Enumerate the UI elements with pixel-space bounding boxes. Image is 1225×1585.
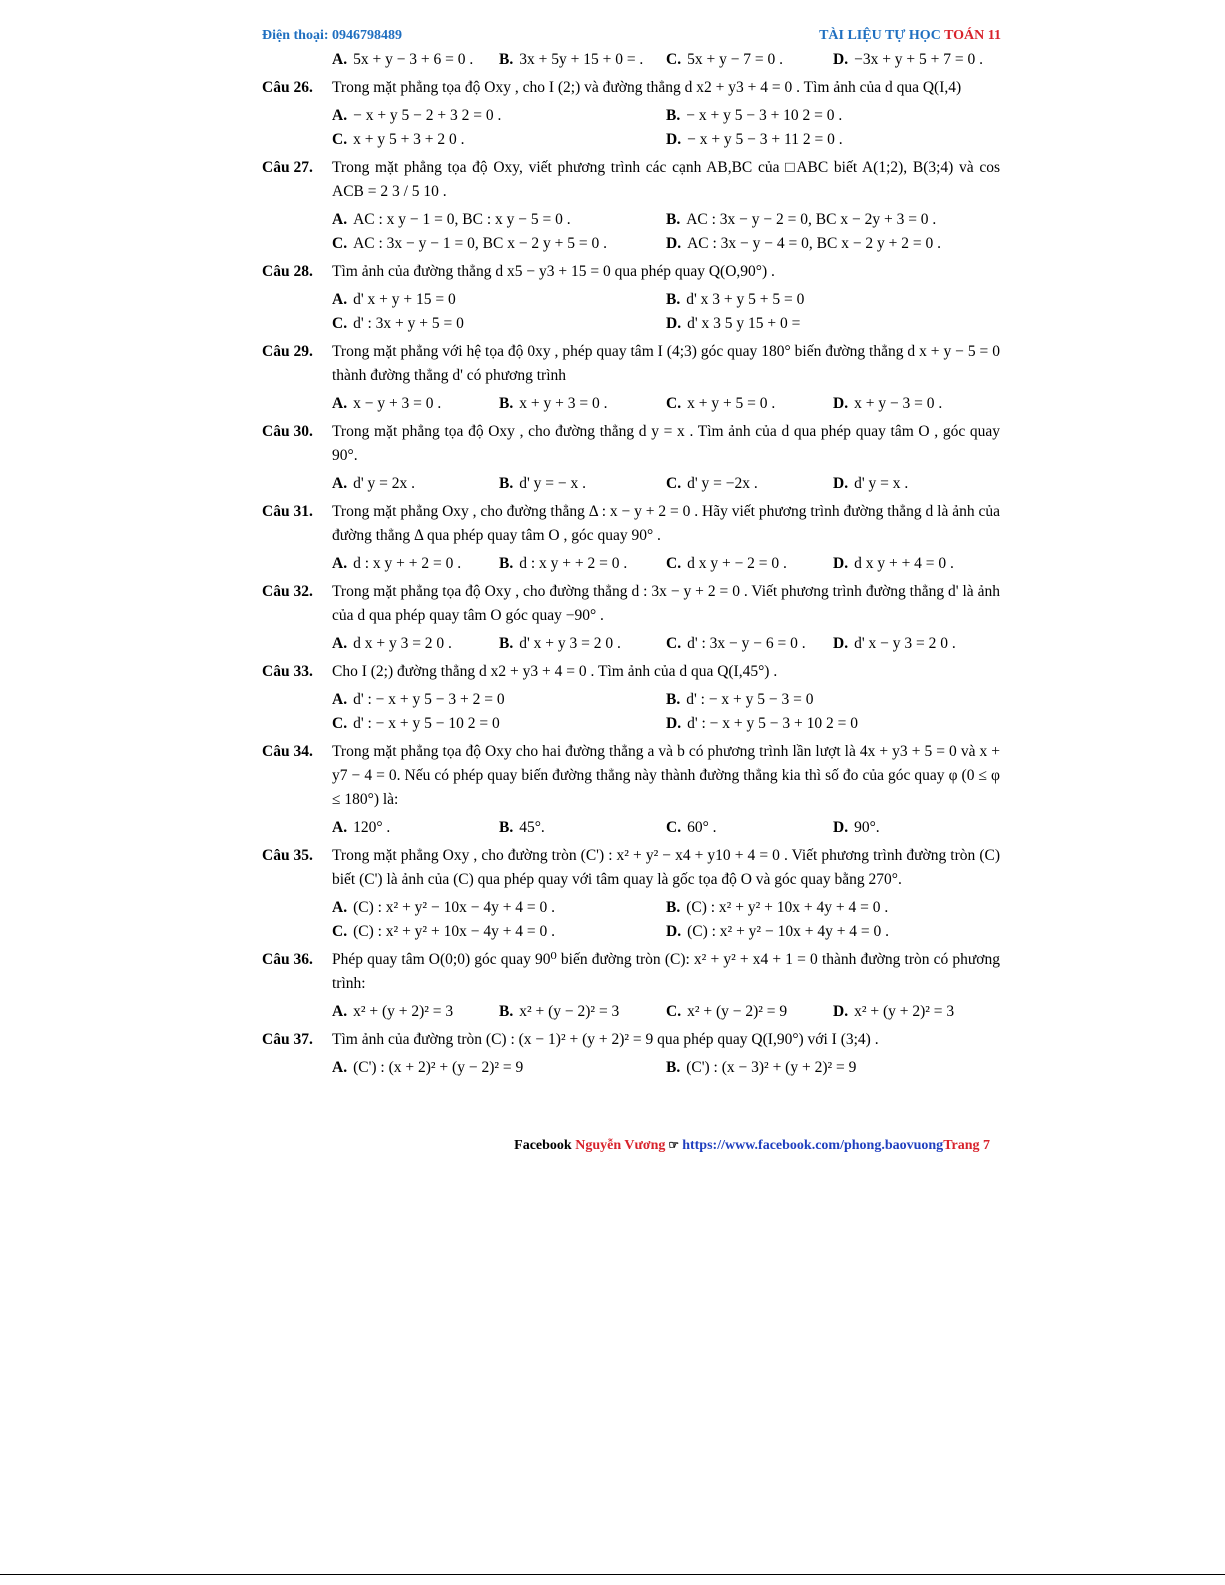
answer-option: D. x² + (y + 2)² = 3 — [833, 1003, 955, 1020]
question-label: Câu 31. — [262, 503, 313, 520]
answer-option: C. x² + (y − 2)² = 9 — [666, 1003, 788, 1020]
answer-option: B. AC : 3x − y − 2 = 0, BC x − 2y + 3 = 0 . — [666, 211, 937, 228]
answer-option: A. x² + (y + 2)² = 3 — [332, 1003, 454, 1020]
question-block — [262, 340, 1000, 416]
question-block — [262, 156, 1000, 256]
question-text: Trong mặt phẳng Oxy , cho đường tròn (C') : x² + y² − x4 + y10 + 4 = 0 . Viết phương trình đường tròn (C) biết (C') là ảnh của (C) qua phép quay với tâm quay là gốc tọa độ O và góc quay bằng 270°. — [332, 847, 1000, 888]
footer-page-number: Trang 7 — [943, 1138, 990, 1153]
answer-option: C. d' : 3x − y − 6 = 0 . — [666, 635, 806, 652]
question-label: Câu 30. — [262, 423, 313, 440]
answer-option: D. x + y − 3 = 0 . — [833, 395, 943, 412]
answer-option: A. AC : x y − 1 = 0, BC : x y − 5 = 0 . — [332, 211, 571, 228]
header-title-red: TOÁN 11 — [944, 28, 1001, 43]
question-label: Câu 36. — [262, 951, 313, 968]
question-label: Câu 29. — [262, 343, 313, 360]
bottom-divider — [0, 1574, 1225, 1575]
question — [262, 76, 1000, 100]
answer-option: C. x + y + 5 = 0 . — [666, 395, 776, 412]
question-block — [262, 580, 1000, 656]
answer-option: D. d x y + + 4 = 0 . — [833, 555, 954, 572]
question — [262, 340, 1000, 388]
question — [262, 1028, 1000, 1052]
answer-option: C. d x y + − 2 = 0 . — [666, 555, 787, 572]
question-block — [262, 420, 1000, 496]
answer-option: B. (C) : x² + y² + 10x + 4y + 4 = 0 . — [666, 899, 889, 916]
answer-option: B. d' y = − x . — [499, 475, 586, 492]
answer-options — [262, 1056, 1000, 1080]
question-text: Trong mặt phẳng với hệ tọa độ 0xy , phép quay tâm I (4;3) góc quay 180° biến đường thẳng d x + y − 5 = 0 thành đường thẳng d' có phương trình — [332, 343, 1000, 384]
answer-option: A. 120° . — [332, 819, 391, 836]
answer-option: A. d x + y 3 = 2 0 . — [332, 635, 452, 652]
question-block — [262, 660, 1000, 736]
question — [262, 844, 1000, 892]
answer-option: D. (C) : x² + y² − 10x + 4y + 4 = 0 . — [666, 923, 890, 940]
answer-option: D. d' : − x + y 5 − 3 + 10 2 = 0 — [666, 715, 859, 732]
question-text: Trong mặt phẳng tọa độ Oxy , cho đường thẳng d : 3x − y + 2 = 0 . Viết phương trình đường thẳng d' là ảnh của d qua phép quay tâm O góc quay −90° . — [332, 583, 1000, 624]
page-footer — [514, 1138, 990, 1154]
answer-option: D. − x + y 5 − 3 + 11 2 = 0 . — [666, 131, 843, 148]
question-label: Câu 33. — [262, 663, 313, 680]
answer-option: A. (C) : x² + y² − 10x − 4y + 4 = 0 . — [332, 899, 556, 916]
header-phone: Điện thoại: 0946798489 — [262, 28, 402, 43]
question — [262, 500, 1000, 548]
top-options — [262, 48, 1000, 72]
questions-content — [262, 48, 1000, 1084]
answer-option: A. d' x + y + 15 = 0 — [332, 291, 456, 308]
answer-option: C. x + y 5 + 3 + 2 0 . — [332, 131, 465, 148]
answer-option: C. d' : − x + y 5 − 10 2 = 0 — [332, 715, 500, 732]
question-label: Câu 27. — [262, 159, 313, 176]
answer-option: B. − x + y 5 − 3 + 10 2 = 0 . — [666, 107, 843, 124]
answer-option: A. d' y = 2x . — [332, 475, 415, 492]
question-list — [262, 76, 1000, 1080]
question-text: Phép quay tâm O(0;0) góc quay 90⁰ biến đường tròn (C): x² + y² + x4 + 1 = 0 thành đường tròn có phương trình: — [332, 951, 1000, 992]
footer-author: Nguyễn Vương — [575, 1138, 666, 1153]
question-text: Tìm ảnh của đường tròn (C) : (x − 1)² + (y + 2)² = 9 qua phép quay Q(I,90°) với I (3;4) . — [332, 1031, 879, 1048]
question-text: Cho I (2;) đường thẳng d x2 + y3 + 4 = 0 . Tìm ảnh của d qua Q(I,45°) . — [332, 663, 778, 680]
header-title — [819, 28, 1001, 44]
page-header — [262, 28, 1001, 48]
question-label: Câu 37. — [262, 1031, 313, 1048]
top-option-b: B. 3x + 5y + 15 + 0 = . — [499, 51, 644, 68]
answer-option: D. AC : 3x − y − 4 = 0, BC x − 2 y + 2 = 0 . — [666, 235, 942, 252]
answer-option: B. d' : − x + y 5 − 3 = 0 — [666, 691, 814, 708]
question — [262, 660, 1000, 684]
question-label: Câu 34. — [262, 743, 313, 760]
question-block — [262, 844, 1000, 944]
top-option-a: A. 5x + y − 3 + 6 = 0 . — [332, 51, 474, 68]
footer-link[interactable]: https://www.facebook.com/phong.baovuong — [682, 1138, 944, 1153]
answer-option: B. d : x y + + 2 = 0 . — [499, 555, 628, 572]
answer-option: C. (C) : x² + y² + 10x − 4y + 4 = 0 . — [332, 923, 556, 940]
answer-option: D. d' x 3 5 y 15 + 0 = — [666, 315, 801, 332]
question — [262, 156, 1000, 204]
answer-option: C. AC : 3x − y − 1 = 0, BC x − 2 y + 5 = 0 . — [332, 235, 608, 252]
question-block — [262, 1028, 1000, 1080]
answer-option: D. d' y = x . — [833, 475, 909, 492]
answer-options — [262, 472, 1000, 496]
answer-options — [262, 104, 1000, 152]
question-text: Trong mặt phẳng tọa độ Oxy , cho I (2;) và đường thẳng d x2 + y3 + 4 = 0 . Tìm ảnh của d qua Q(I,4) — [332, 79, 962, 96]
answer-option: A. d : x y + + 2 = 0 . — [332, 555, 462, 572]
answer-options — [262, 816, 1000, 840]
top-option-d: D. −3x + y + 5 + 7 = 0 . — [833, 51, 984, 68]
answer-option: B. x + y + 3 = 0 . — [499, 395, 608, 412]
answer-options — [262, 688, 1000, 736]
answer-option: A. x − y + 3 = 0 . — [332, 395, 442, 412]
answer-option: D. 90°. — [833, 819, 880, 836]
question — [262, 740, 1000, 812]
question — [262, 948, 1000, 996]
answer-option: C. 60° . — [666, 819, 717, 836]
question-text: Trong mặt phẳng tọa độ Oxy cho hai đường thẳng a và b có phương trình lần lượt là 4x + y3 + 5 = 0 và x + y7 − 4 = 0. Nếu có phép quay biến đường thẳng này thành đường thẳng kia thì số đo của góc quay φ (0 ≤ φ ≤ 180°) là: — [332, 743, 1000, 808]
question-label: Câu 32. — [262, 583, 313, 600]
answer-option: A. d' : − x + y 5 − 3 + 2 = 0 — [332, 691, 505, 708]
answer-options — [262, 1000, 1000, 1024]
answer-options — [262, 208, 1000, 256]
answer-options — [262, 896, 1000, 944]
question-text: Trong mặt phẳng Oxy , cho đường thẳng Δ : x − y + 2 = 0 . Hãy viết phương trình đường thẳng d là ảnh của đường thẳng Δ qua phép quay tâm O , góc quay 90° . — [332, 503, 1000, 544]
top-option-c: C. 5x + y − 7 = 0 . — [666, 51, 784, 68]
question-text: Tìm ảnh của đường thẳng d x5 − y3 + 15 = 0 qua phép quay Q(O,90°) . — [332, 263, 775, 280]
question-block — [262, 500, 1000, 576]
question-label: Câu 28. — [262, 263, 313, 280]
answer-options — [262, 632, 1000, 656]
answer-option: A. − x + y 5 − 2 + 3 2 = 0 . — [332, 107, 502, 124]
pointing-hand-icon: ☞ — [668, 1138, 680, 1152]
header-title-main: TÀI LIỆU TỰ HỌC — [819, 28, 945, 43]
question — [262, 260, 1000, 284]
question — [262, 580, 1000, 628]
answer-option: C. d' : 3x + y + 5 = 0 — [332, 315, 464, 332]
question-block — [262, 260, 1000, 336]
answer-options — [262, 288, 1000, 336]
answer-options — [262, 392, 1000, 416]
question-block — [262, 948, 1000, 1024]
answer-option: A. (C') : (x + 2)² + (y − 2)² = 9 — [332, 1059, 524, 1076]
answer-option: B. x² + (y − 2)² = 3 — [499, 1003, 620, 1020]
question-text: Trong mặt phẳng tọa độ Oxy, viết phương trình các cạnh AB,BC của □ABC biết A(1;2), B(3;4) và cos ACB = 2 3 / 5 10 . — [332, 159, 1000, 200]
question-block — [262, 740, 1000, 840]
question — [262, 420, 1000, 468]
footer-facebook: Facebook — [514, 1138, 576, 1153]
answer-option: B. d' x + y 3 = 2 0 . — [499, 635, 621, 652]
question-block — [262, 76, 1000, 152]
answer-option: B. (C') : (x − 3)² + (y + 2)² = 9 — [666, 1059, 857, 1076]
question-label: Câu 26. — [262, 79, 313, 96]
question-label: Câu 35. — [262, 847, 313, 864]
answer-option: B. 45°. — [499, 819, 545, 836]
answer-options — [262, 552, 1000, 576]
question-text: Trong mặt phẳng tọa độ Oxy , cho đường thẳng d y = x . Tìm ảnh của d qua phép quay tâm O , góc quay 90°. — [332, 423, 1000, 464]
answer-option: C. d' y = −2x . — [666, 475, 758, 492]
answer-option: B. d' x 3 + y 5 + 5 = 0 — [666, 291, 805, 308]
answer-option: D. d' x − y 3 = 2 0 . — [833, 635, 956, 652]
